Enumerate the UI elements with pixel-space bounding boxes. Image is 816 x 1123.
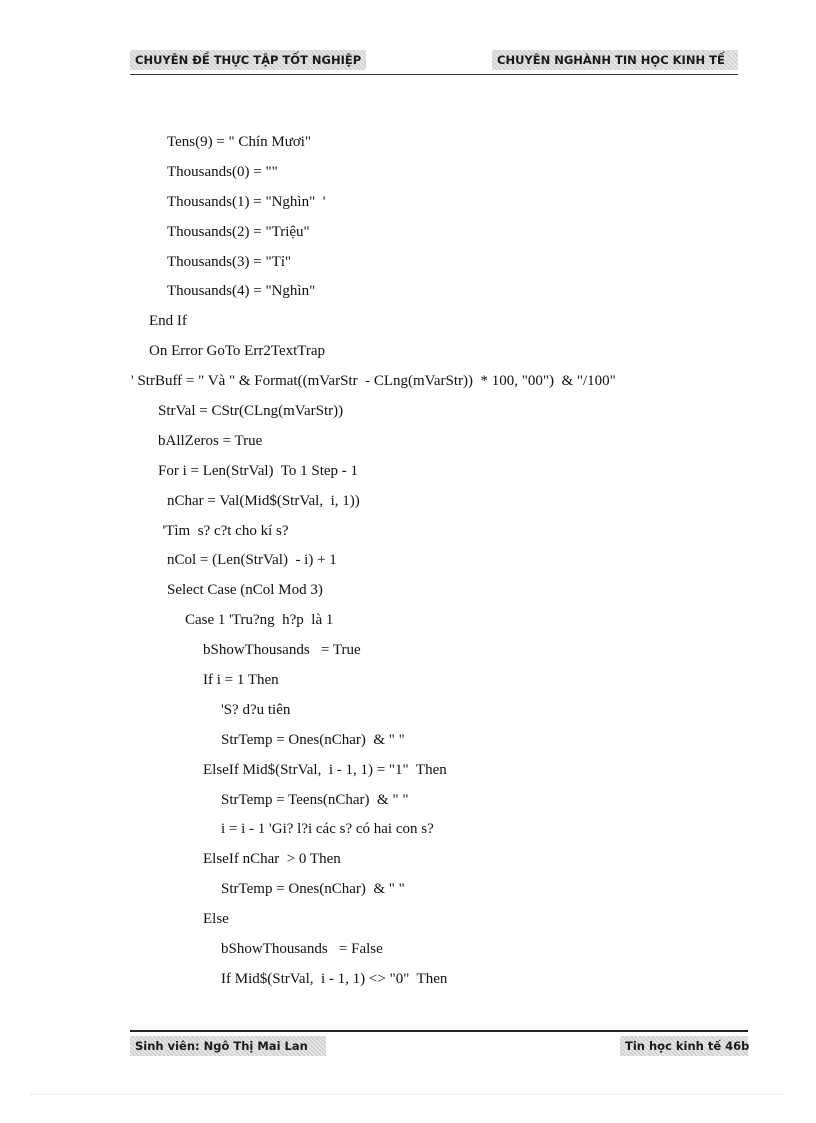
code-line: StrTemp = Ones(nChar) & " " — [221, 881, 405, 898]
code-line: ' StrBuff = " Và " & Format((mVarStr - CLng(mVarStr)) * 100, "00") & "/100" — [131, 373, 616, 390]
page-footer — [130, 1030, 748, 1060]
code-line: End If — [149, 313, 187, 330]
code-line: 'Tìm s? c?t cho kí s? — [162, 522, 289, 539]
code-line: ElseIf nChar > 0 Then — [203, 851, 341, 868]
code-line: If i = 1 Then — [203, 672, 279, 689]
code-line: nChar = Val(Mid$(StrVal, i, 1)) — [167, 492, 360, 509]
code-line: Thousands(3) = "Tỉ" — [167, 253, 292, 270]
code-line: Select Case (nCol Mod 3) — [167, 582, 323, 599]
footer-class-label: Tin học kinh tế 46b — [620, 1036, 748, 1056]
code-line: Thousands(2) = "Triệu" — [167, 223, 310, 240]
code-line: Else — [203, 911, 229, 928]
code-line: StrVal = CStr(CLng(mVarStr)) — [158, 403, 344, 420]
header-topic-label: CHUYÊN ĐỀ THỰC TẬP TỐT NGHIỆP — [130, 50, 366, 70]
code-line: Tens(9) = " Chín Mươi" — [167, 134, 312, 150]
code-line: bShowThousands = False — [221, 941, 383, 958]
code-line: bAllZeros = True — [158, 432, 263, 449]
header-major-label: CHUYÊN NGHÀNH TIN HỌC KINH TẾ — [492, 50, 738, 70]
code-line: StrTemp = Ones(nChar) & " " — [221, 731, 405, 748]
page-bottom-rule — [30, 1094, 786, 1095]
code-line: For i = Len(StrVal) To 1 Step - 1 — [158, 462, 359, 479]
code-line: ElseIf Mid$(StrVal, i - 1, 1) = "1" Then — [203, 761, 447, 778]
code-line: nCol = (Len(StrVal) - i) + 1 — [167, 552, 337, 569]
code-line: StrTemp = Teens(nChar) & " " — [221, 791, 409, 808]
code-line: Thousands(0) = "" — [167, 163, 278, 180]
code-listing — [0, 128, 816, 995]
code-line: If Mid$(StrVal, i - 1, 1) <> "0" Then — [221, 970, 448, 987]
code-line: bShowThousands = True — [203, 642, 361, 659]
code-line: Case 1 'Tru?ng h?p là 1 — [185, 612, 334, 629]
code-line: i = i - 1 'Gi? l?i các s? có hai con s? — [221, 821, 434, 838]
code-line: On Error GoTo Err2TextTrap — [149, 343, 326, 360]
code-line: Thousands(4) = "Nghìn" — [167, 283, 316, 300]
footer-student-label: Sinh viên: Ngô Thị Mai Lan — [130, 1036, 326, 1056]
page-header — [130, 48, 738, 75]
code-line: Thousands(1) = "Nghìn" ' — [167, 193, 326, 210]
code-line: 'S? d?u tiên — [221, 701, 291, 718]
